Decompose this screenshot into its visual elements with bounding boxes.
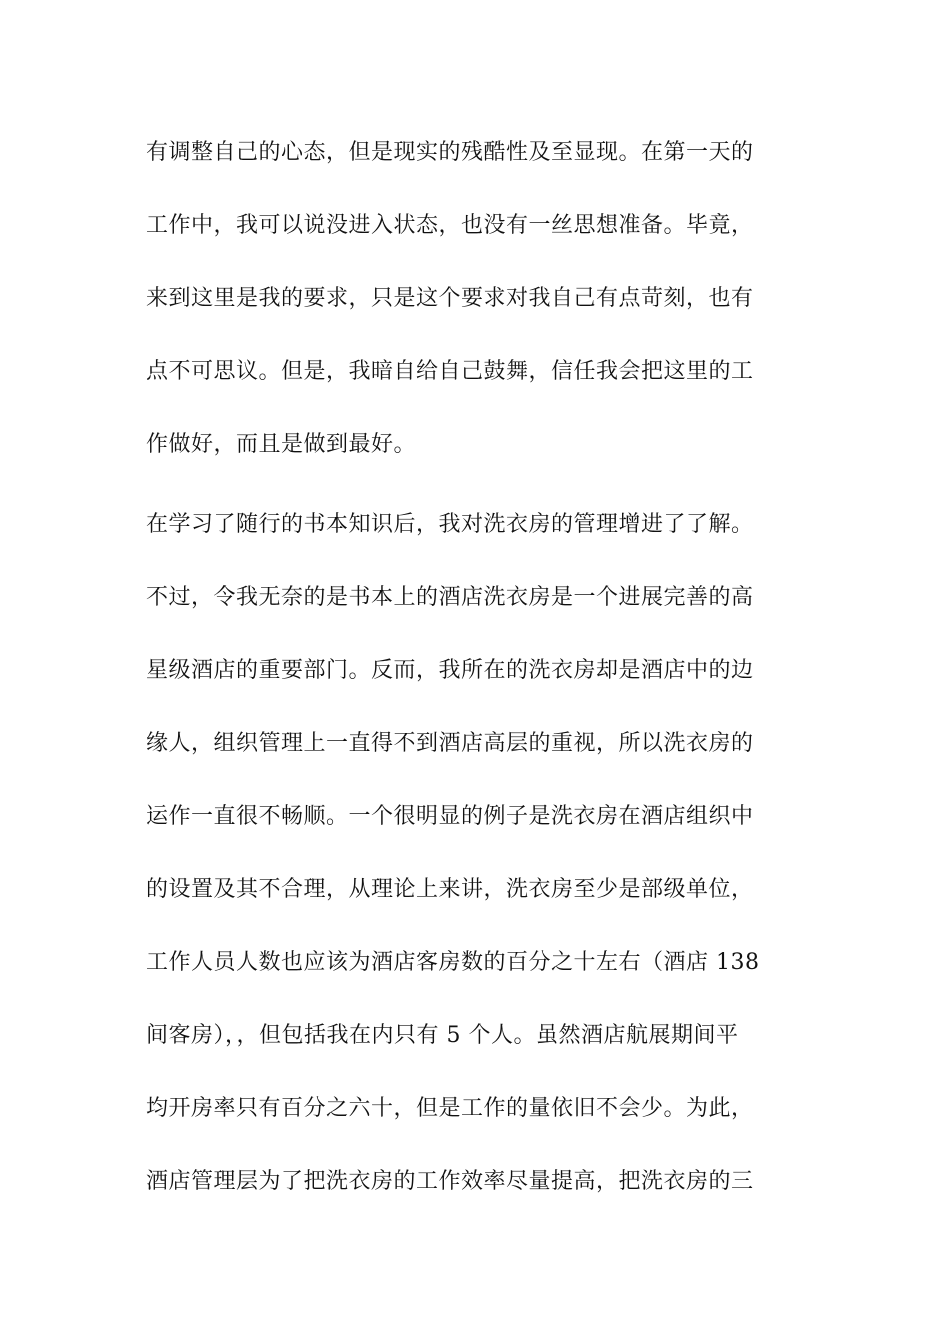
- text-line: 有调整自己的心态，但是现实的残酷性及至显现。在第一天的: [146, 140, 754, 165]
- text-line: 间客房），，但包括我在内只有 5 个人。虽然酒店航展期间平: [146, 1023, 739, 1048]
- text-line: 的设置及其不合理，从理论上来讲，洗衣房至少是部级单位，: [146, 877, 754, 902]
- text-line: 均开房率只有百分之六十，但是工作的量依旧不会少。为此，: [146, 1096, 754, 1121]
- text-line: 作做好，而且是做到最好。: [146, 432, 417, 457]
- text-line: 星级酒店的重要部门。反而，我所在的洗衣房却是酒店中的边: [146, 658, 754, 683]
- text-line: 在学习了随行的书本知识后，我对洗衣房的管理增进了了解。: [146, 512, 754, 537]
- text-line: 运作一直很不畅顺。一个很明显的例子是洗衣房在酒店组织中: [146, 804, 754, 829]
- text-line: 不过，令我无奈的是书本上的酒店洗衣房是一个进展完善的高: [146, 585, 754, 610]
- text-line: 酒店管理层为了把洗衣房的工作效率尽量提高，把洗衣房的三: [146, 1169, 754, 1194]
- text-line: 工作中，我可以说没进入状态，也没有一丝思想准备。毕竟，: [146, 213, 754, 238]
- text-line: 点不可思议。但是，我暗自给自己鼓舞，信任我会把这里的工: [146, 359, 754, 384]
- text-line: 缘人，组织管理上一直得不到酒店高层的重视，所以洗衣房的: [146, 731, 754, 756]
- text-line: 工作人员人数也应该为酒店客房数的百分之十左右（酒店 138: [146, 950, 760, 975]
- text-line: 来到这里是我的要求，只是这个要求对我自己有点苛刻，也有: [146, 286, 754, 311]
